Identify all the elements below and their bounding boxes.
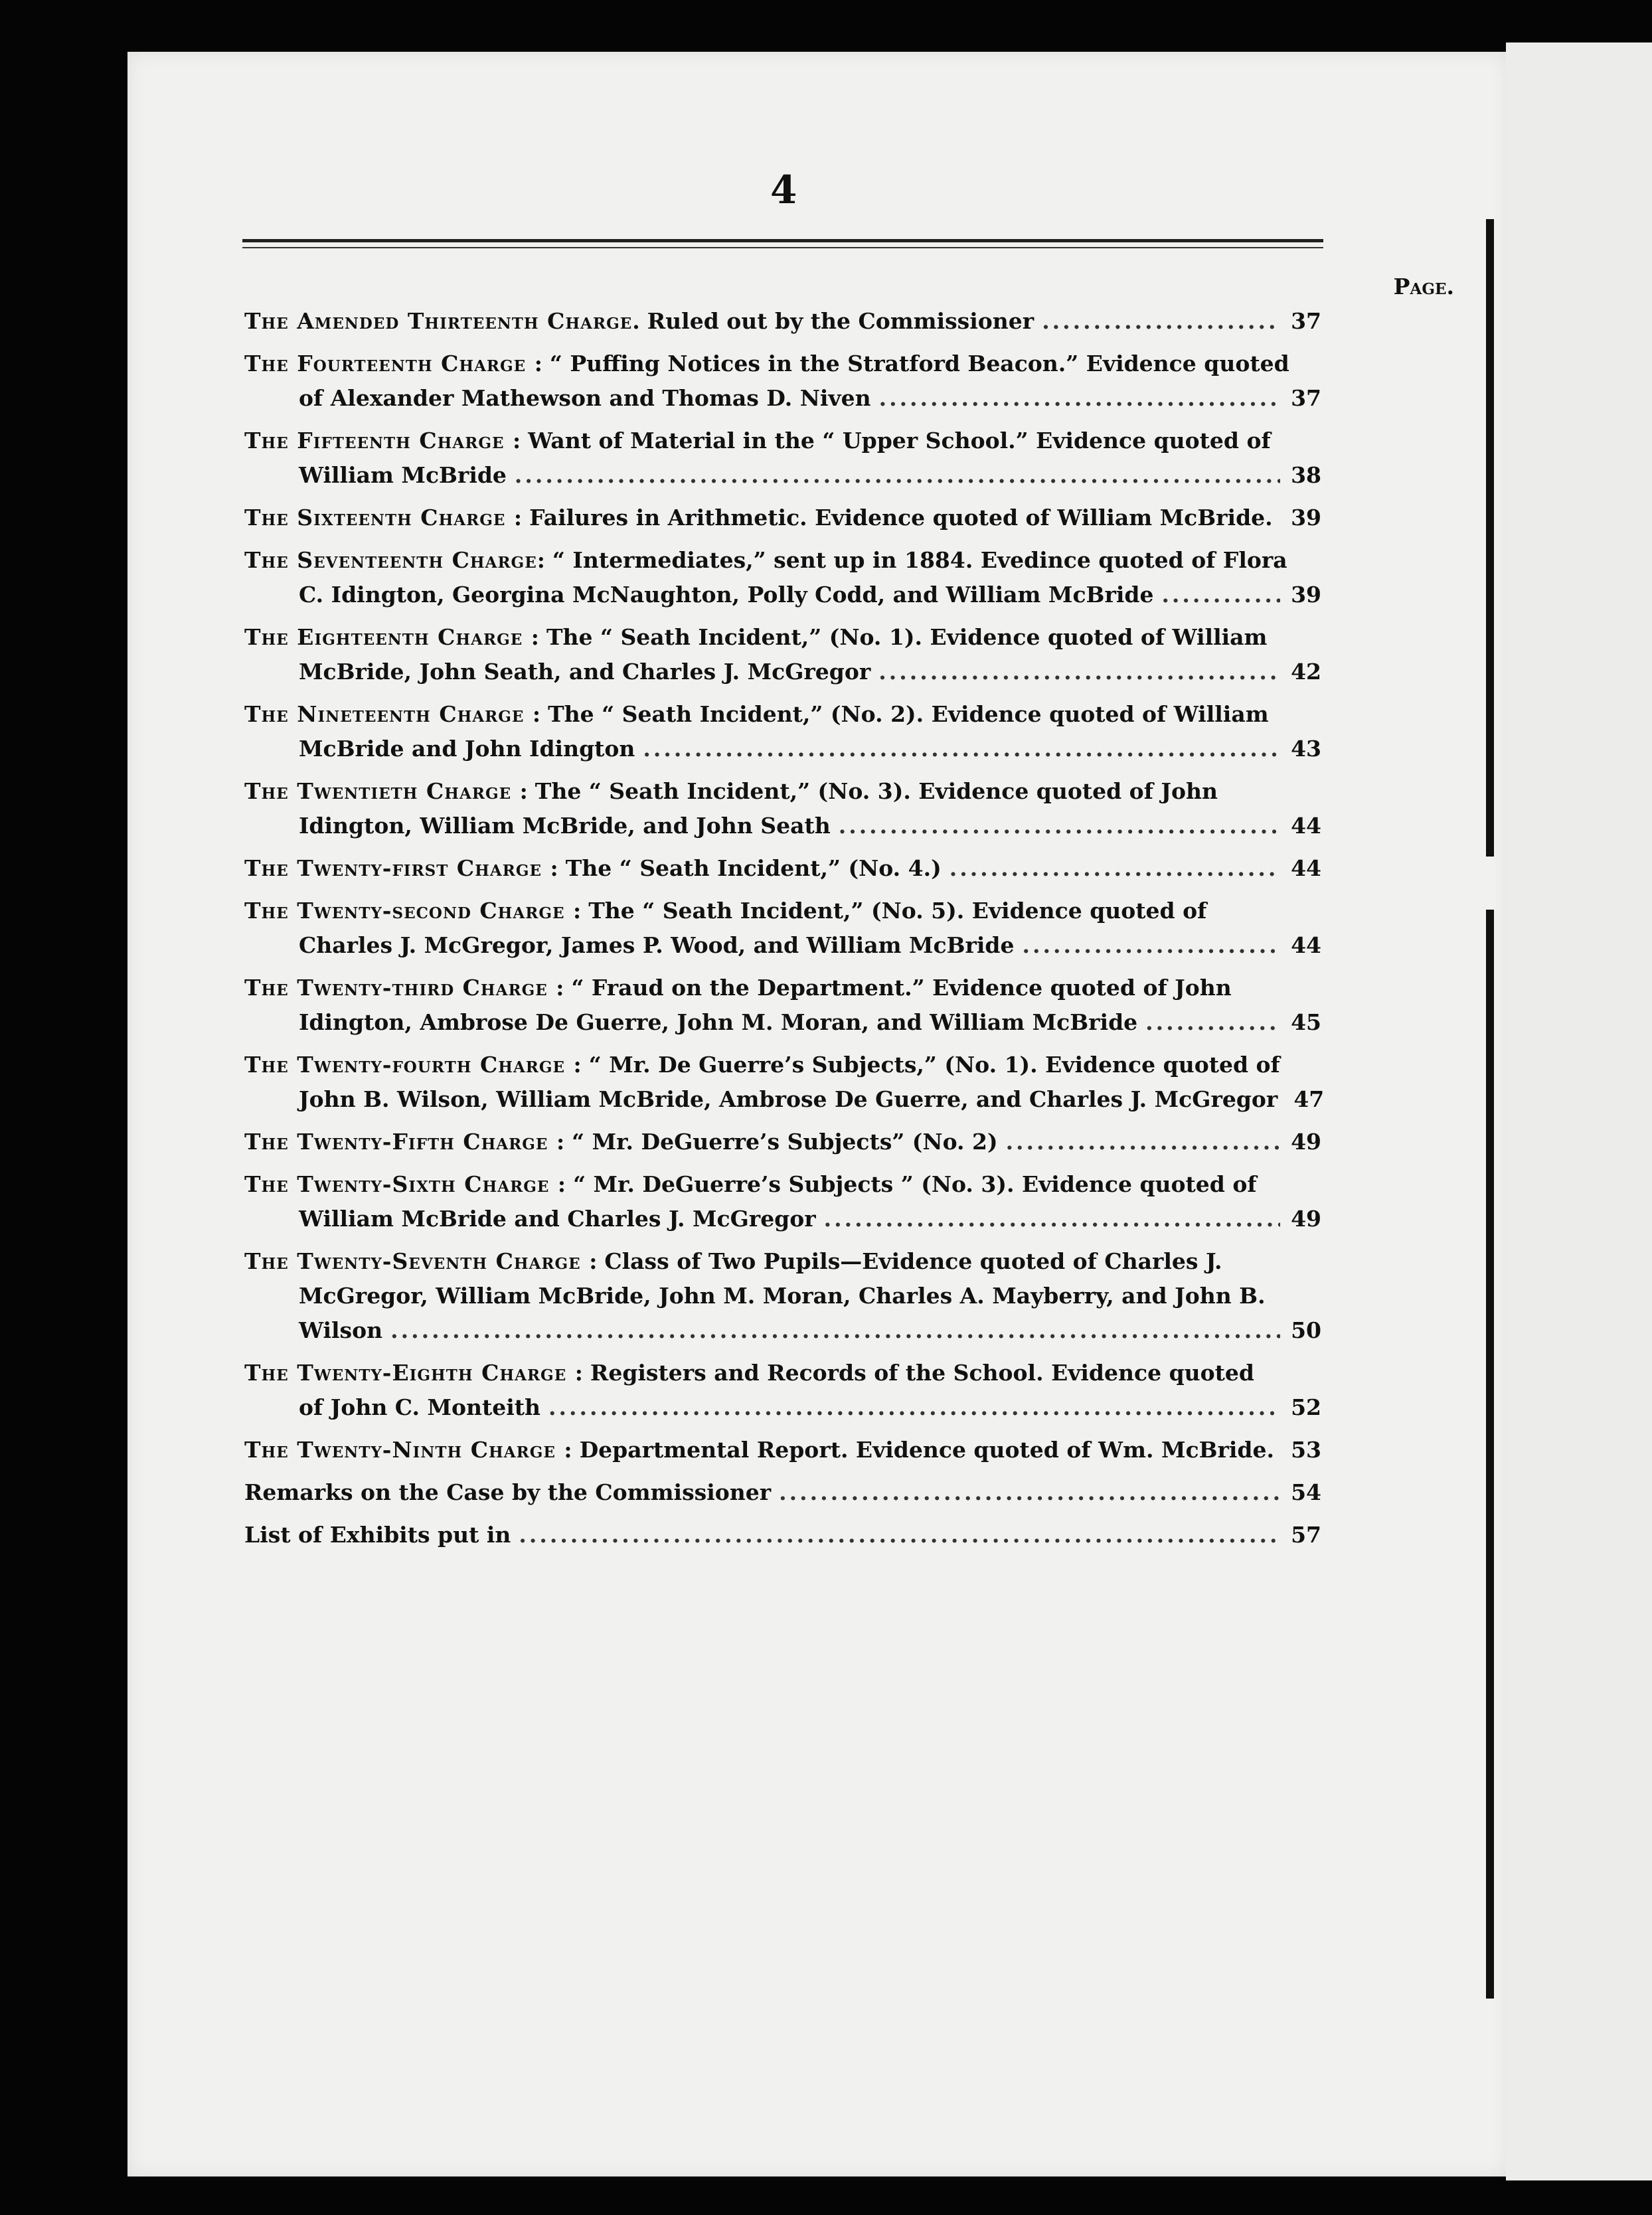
entry-page-number: 39 xyxy=(1291,582,1321,608)
toc-entry-continuation xyxy=(244,458,1321,493)
leader-dots xyxy=(643,732,1280,766)
entry-description: Charles J. McGregor, James P. Wood, and William McBride xyxy=(299,932,1015,958)
entry-page-number: 44 xyxy=(1291,813,1321,839)
toc-entry-line xyxy=(244,1048,1321,1082)
leader-dots xyxy=(839,809,1280,843)
entry-description: The “ Seath Incident,” (No. 2). Evidence quoted of William xyxy=(548,701,1269,727)
charge-title: The Seventeenth Charge: xyxy=(244,547,546,573)
toc-entry-line xyxy=(244,1125,1321,1159)
leader-dots xyxy=(824,1202,1280,1236)
entry-description: Class of Two Pupils—Evidence quoted of Charles J. xyxy=(604,1248,1222,1274)
toc-entry xyxy=(244,501,1321,535)
toc-entry-line xyxy=(244,543,1321,578)
toc-entry-line xyxy=(244,851,1321,886)
entry-description: List of Exhibits put in xyxy=(244,1522,511,1548)
entry-page-number: 43 xyxy=(1291,736,1321,762)
toc-entry xyxy=(244,697,1321,766)
toc-entry xyxy=(244,894,1321,963)
entry-page-number: 49 xyxy=(1291,1206,1321,1232)
entry-page-number: 42 xyxy=(1291,659,1321,685)
toc-entry-line xyxy=(244,774,1321,809)
toc-entry xyxy=(244,851,1321,886)
entry-description: McBride, John Seath, and Charles J. McGregor xyxy=(299,659,871,685)
entry-description: “ Puffing Notices in the Stratford Beacon.” Evidence quoted xyxy=(549,351,1289,376)
leader-dots xyxy=(1006,1125,1280,1159)
entry-description: “ Intermediates,” sent up in 1884. Evedince quoted of Flora xyxy=(552,547,1287,573)
entry-page-number: 39 xyxy=(1291,505,1321,531)
entry-description: of John C. Monteith xyxy=(299,1394,540,1420)
entry-description: The “ Seath Incident,” (No. 3). Evidence quoted of John xyxy=(535,778,1218,804)
toc-entry-continuation xyxy=(244,1313,1321,1348)
adjacent-page-strip xyxy=(1506,42,1652,2180)
entry-description: McGregor, William McBride, John M. Moran, Charles A. Mayberry, and John B. xyxy=(299,1283,1266,1309)
entry-description: William McBride and Charles J. McGregor xyxy=(299,1206,816,1232)
entry-page-number: 52 xyxy=(1291,1394,1321,1420)
leader-dots xyxy=(390,1313,1280,1348)
entry-description: John B. Wilson, William McBride, Ambrose De Guerre, and Charles J. McGregor xyxy=(299,1086,1278,1112)
toc-entry-continuation xyxy=(244,1082,1325,1117)
leader-dots xyxy=(1023,928,1281,963)
toc-entry xyxy=(244,347,1321,416)
header-rule-thin xyxy=(242,247,1323,248)
toc-entry-continuation xyxy=(244,1005,1321,1040)
entry-description: Wilson xyxy=(299,1317,383,1343)
toc-entry xyxy=(244,304,1321,339)
charge-title: The Fourteenth Charge : xyxy=(244,351,543,376)
leader-dots xyxy=(1161,578,1280,612)
toc-entry xyxy=(244,1356,1321,1425)
toc-entry xyxy=(244,1125,1321,1159)
toc-entry xyxy=(244,774,1321,843)
entry-description: Want of Material in the “ Upper School.” Evidence quoted of xyxy=(528,428,1271,453)
charge-title: The Sixteenth Charge : xyxy=(244,505,523,531)
toc-entry-line xyxy=(244,697,1321,732)
entry-page-number: 53 xyxy=(1291,1437,1321,1463)
toc-entry-line xyxy=(244,620,1321,655)
page-number: 4 xyxy=(770,167,797,212)
charge-title: The Twenty-fourth Charge : xyxy=(244,1052,582,1078)
toc-entry-continuation xyxy=(244,381,1321,416)
toc-entry-line xyxy=(244,1356,1321,1390)
entry-description: Idington, Ambrose De Guerre, John M. Moran, and William McBride xyxy=(299,1009,1138,1035)
charge-title: The Twenty-second Charge : xyxy=(244,898,582,924)
leader-dots xyxy=(950,851,1280,886)
entry-description: Remarks on the Case by the Commissioner xyxy=(244,1479,772,1505)
entry-description: Idington, William McBride, and John Seath xyxy=(299,813,831,839)
toc-entry-line xyxy=(244,424,1321,458)
leader-dots xyxy=(548,1390,1280,1425)
toc-entry-continuation xyxy=(244,1279,1321,1313)
table-of-contents xyxy=(244,304,1325,1560)
charge-title: The Fifteenth Charge : xyxy=(244,428,522,453)
toc-entry-continuation xyxy=(244,1390,1321,1425)
leader-dots xyxy=(519,1518,1280,1552)
toc-entry-line xyxy=(244,971,1321,1005)
entry-page-number: 38 xyxy=(1291,462,1321,488)
toc-entry xyxy=(244,543,1321,612)
charge-title: The Amended Thirteenth Charge. xyxy=(244,308,641,334)
toc-entry xyxy=(244,1048,1325,1117)
toc-entry-continuation xyxy=(244,809,1321,843)
entry-page-number: 57 xyxy=(1291,1522,1321,1548)
toc-entry-line xyxy=(244,1518,1321,1552)
leader-dots xyxy=(515,458,1280,493)
toc-entry-line xyxy=(244,1167,1321,1202)
toc-entry xyxy=(244,1433,1321,1467)
entry-description: Departmental Report. Evidence quoted of Wm. McBride. xyxy=(579,1437,1274,1463)
charge-title: The Twenty-Fifth Charge : xyxy=(244,1129,566,1155)
toc-entry-line xyxy=(244,1475,1321,1510)
entry-page-number: 47 xyxy=(1293,1086,1325,1112)
toc-entry-line xyxy=(244,1244,1321,1279)
entry-page-number: 37 xyxy=(1291,308,1321,334)
page-column-heading: Page. xyxy=(1393,274,1454,299)
toc-entry xyxy=(244,1167,1321,1236)
entry-description: The “ Seath Incident,” (No. 5). Evidence quoted of xyxy=(588,898,1207,924)
charge-title: The Twenty-Sixth Charge : xyxy=(244,1171,567,1197)
toc-entry-line xyxy=(244,1433,1321,1467)
leader-dots xyxy=(1042,304,1280,339)
toc-entry xyxy=(244,424,1321,493)
entry-description: The “ Seath Incident,” (No. 1). Evidence quoted of William xyxy=(546,624,1268,650)
charge-title: The Twentieth Charge : xyxy=(244,778,529,804)
charge-title: The Twenty-third Charge : xyxy=(244,975,565,1001)
charge-title: The Twenty-Seventh Charge : xyxy=(244,1248,598,1274)
binding-edge xyxy=(1486,219,1494,1999)
toc-entry-continuation xyxy=(244,578,1321,612)
toc-entry-line xyxy=(244,304,1321,339)
entry-description: “ Mr. DeGuerre’s Subjects ” (No. 3). Evidence quoted of xyxy=(573,1171,1257,1197)
toc-entry xyxy=(244,620,1321,689)
entry-page-number: 50 xyxy=(1291,1317,1321,1343)
entry-description: of Alexander Mathewson and Thomas D. Niven xyxy=(299,385,871,411)
entry-page-number: 44 xyxy=(1291,855,1321,881)
entry-description: Ruled out by the Commissioner xyxy=(647,308,1034,334)
entry-description: “ Mr. DeGuerre’s Subjects” (No. 2) xyxy=(572,1129,998,1155)
entry-description: McBride and John Idington xyxy=(299,736,635,762)
toc-entry-line xyxy=(244,501,1321,535)
entry-page-number: 54 xyxy=(1291,1479,1321,1505)
header-rule xyxy=(242,239,1323,242)
toc-entry-line xyxy=(244,894,1321,928)
leader-dots xyxy=(779,1475,1280,1510)
charge-title: The Twenty-Eighth Charge : xyxy=(244,1360,584,1386)
entry-description: Failures in Arithmetic. Evidence quoted of William McBride. xyxy=(529,505,1273,531)
toc-entry xyxy=(244,971,1321,1040)
leader-dots xyxy=(1145,1005,1280,1040)
leader-dots xyxy=(879,381,1280,416)
entry-description: The “ Seath Incident,” (No. 4.) xyxy=(565,855,942,881)
toc-entry-continuation xyxy=(244,1202,1321,1236)
toc-entry-continuation xyxy=(244,928,1321,963)
entry-page-number: 49 xyxy=(1291,1129,1321,1155)
charge-title: The Twenty-first Charge : xyxy=(244,855,559,881)
charge-title: The Twenty-Ninth Charge : xyxy=(244,1437,573,1463)
toc-entry-line xyxy=(244,347,1321,381)
charge-title: The Nineteenth Charge : xyxy=(244,701,542,727)
charge-title: The Eighteenth Charge : xyxy=(244,624,540,650)
entry-description: C. Idington, Georgina McNaughton, Polly Codd, and William McBride xyxy=(299,582,1154,608)
toc-entry xyxy=(244,1244,1321,1348)
entry-page-number: 37 xyxy=(1291,385,1321,411)
toc-entry xyxy=(244,1475,1321,1510)
toc-entry xyxy=(244,1518,1321,1552)
entry-page-number: 44 xyxy=(1291,932,1321,958)
entry-description: Registers and Records of the School. Evidence quoted xyxy=(590,1360,1254,1386)
entry-description: “ Fraud on the Department.” Evidence quoted of John xyxy=(571,975,1232,1001)
entry-description: “ Mr. De Guerre’s Subjects,” (No. 1). Evidence quoted of xyxy=(588,1052,1280,1078)
entry-page-number: 45 xyxy=(1291,1009,1321,1035)
leader-dots xyxy=(878,655,1280,689)
toc-entry-continuation xyxy=(244,732,1321,766)
entry-description: William McBride xyxy=(299,462,507,488)
toc-entry-continuation xyxy=(244,655,1321,689)
